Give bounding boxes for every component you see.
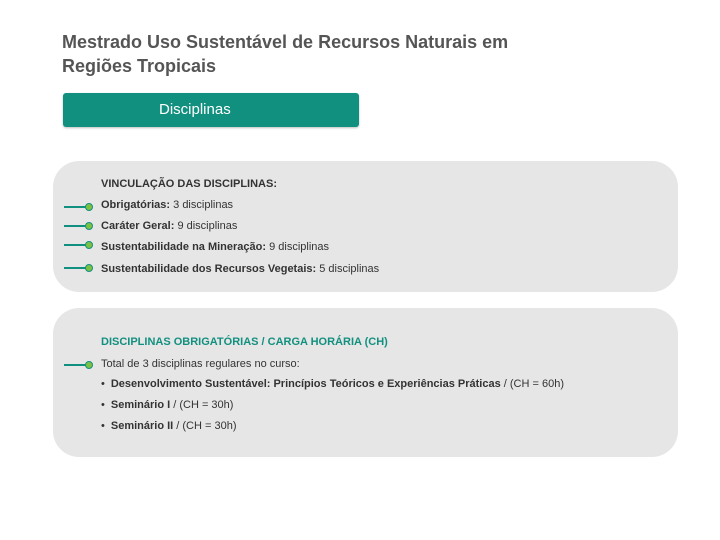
panel-heading: VINCULAÇÃO DAS DISCIPLINAS: (101, 178, 278, 190)
vinculacao-panel (53, 161, 678, 292)
obrigatorias-panel (53, 308, 678, 457)
list-item (101, 399, 233, 411)
page-title: Mestrado Uso Sustentável de Recursos Naturais em Regiões Tropicais (62, 32, 509, 76)
list-item (101, 378, 564, 390)
bullet-icon: • (101, 378, 105, 390)
course-ch: / (CH = 30h) (173, 399, 234, 411)
course-name: Seminário I (110, 399, 171, 411)
course-name: Seminário II (110, 420, 174, 432)
item-label: Sustentabilidade na Mineração: (101, 241, 267, 253)
connector-icon (64, 264, 93, 272)
item-value: 5 disciplinas (319, 263, 380, 275)
item-value: 3 disciplinas (173, 199, 234, 211)
course-ch: / (CH = 30h) (176, 420, 237, 432)
connector-icon (64, 361, 93, 369)
list-item (101, 263, 379, 275)
list-item (101, 241, 329, 253)
connector-icon (64, 222, 93, 230)
intro-text: Total de 3 disciplinas regulares no curso: (101, 358, 300, 370)
item-value: 9 disciplinas (269, 241, 330, 253)
item-value: 9 disciplinas (177, 220, 238, 232)
tab-disciplinas[interactable] (63, 93, 359, 127)
list-item (101, 199, 233, 211)
bullet-icon: • (101, 420, 105, 432)
item-label: Sustentabilidade dos Recursos Vegetais: (101, 263, 317, 275)
bullet-icon: • (101, 399, 105, 411)
item-label: Obrigatórias: (101, 199, 171, 211)
connector-icon (64, 241, 93, 249)
connector-icon (64, 203, 93, 211)
course-name: Desenvolvimento Sustentável: Princípios Teóricos e Experiências Práticas (110, 378, 501, 390)
course-ch: / (CH = 60h) (503, 378, 564, 390)
panel-heading: DISCIPLINAS OBRIGATÓRIAS / CARGA HORÁRIA (CH) (101, 336, 388, 348)
list-item (101, 420, 237, 432)
item-label: Caráter Geral: (101, 220, 175, 232)
tab-label: Disciplinas (159, 101, 231, 118)
list-item (101, 220, 237, 232)
